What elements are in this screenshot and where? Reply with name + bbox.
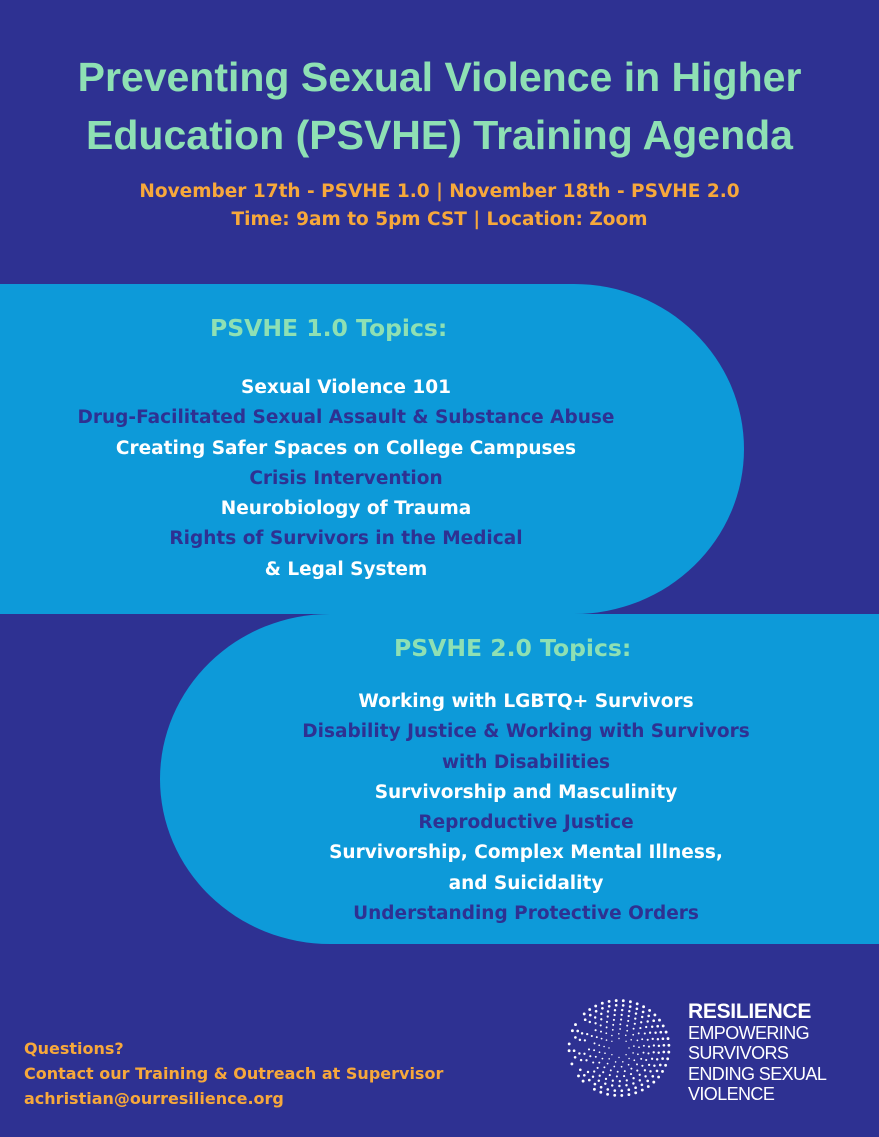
- topic-item: Working with LGBTQ+ Survivors: [358, 691, 694, 712]
- resilience-logo-text: [688, 1002, 826, 1105]
- contact-email[interactable]: achristian@ourresilience.org: [24, 1089, 284, 1108]
- topic-item: with Disabilities: [441, 751, 611, 773]
- dates-line: November 17th - PSVHE 1.0 | November 18th - PSVHE 2.0: [139, 181, 740, 202]
- title-line-1: Preventing Sexual Violence in Higher: [77, 54, 802, 100]
- logo-tagline-2: SURVIVORS: [688, 1043, 789, 1063]
- topic-item: & Legal System: [264, 558, 428, 580]
- topic-item: Rights of Survivors in the Medical: [169, 528, 523, 550]
- logo-tagline-1: EMPOWERING: [688, 1022, 810, 1043]
- topic-item: Creating Safer Spaces on College Campuses: [115, 437, 577, 459]
- topic-item: Reproductive Justice: [418, 812, 634, 834]
- topic-item: Disability Justice & Working with Survivors: [302, 721, 750, 743]
- page-title: [0, 48, 879, 164]
- time-location-line: Time: 9am to 5pm CST | Location: Zoom: [231, 209, 648, 230]
- contact-info: [24, 1036, 443, 1111]
- topic-item: and Suicidality: [448, 872, 604, 894]
- topic-item: Neurobiology of Trauma: [220, 498, 472, 520]
- psvhe2-topic-list: [236, 687, 816, 929]
- psvhe1-topic-list: [36, 373, 656, 585]
- resilience-logo-icon: [553, 998, 671, 1098]
- questions-label: Questions?: [24, 1039, 124, 1058]
- topic-item: Survivorship, Complex Mental Illness,: [329, 842, 723, 864]
- psvhe1-heading: PSVHE 1.0 Topics:: [210, 314, 448, 342]
- topic-item: Understanding Protective Orders: [353, 903, 699, 925]
- psvhe2-heading: PSVHE 2.0 Topics:: [394, 634, 632, 662]
- contact-line: Contact our Training & Outreach at Supervisor: [24, 1064, 444, 1083]
- logo-tagline-4: VIOLENCE: [688, 1084, 775, 1104]
- topic-item: Survivorship and Masculinity: [374, 781, 678, 803]
- topic-item: Sexual Violence 101: [241, 377, 451, 398]
- logo-brand: RESILIENCE: [688, 1000, 812, 1023]
- title-line-2: Education (PSVHE) Training Agenda: [86, 112, 793, 158]
- event-info: [0, 178, 879, 234]
- logo-tagline-3: ENDING SEXUAL: [688, 1063, 827, 1084]
- topic-item: Drug-Facilitated Sexual Assault & Substance Abuse: [77, 407, 615, 429]
- topic-item: Crisis Intervention: [249, 467, 443, 489]
